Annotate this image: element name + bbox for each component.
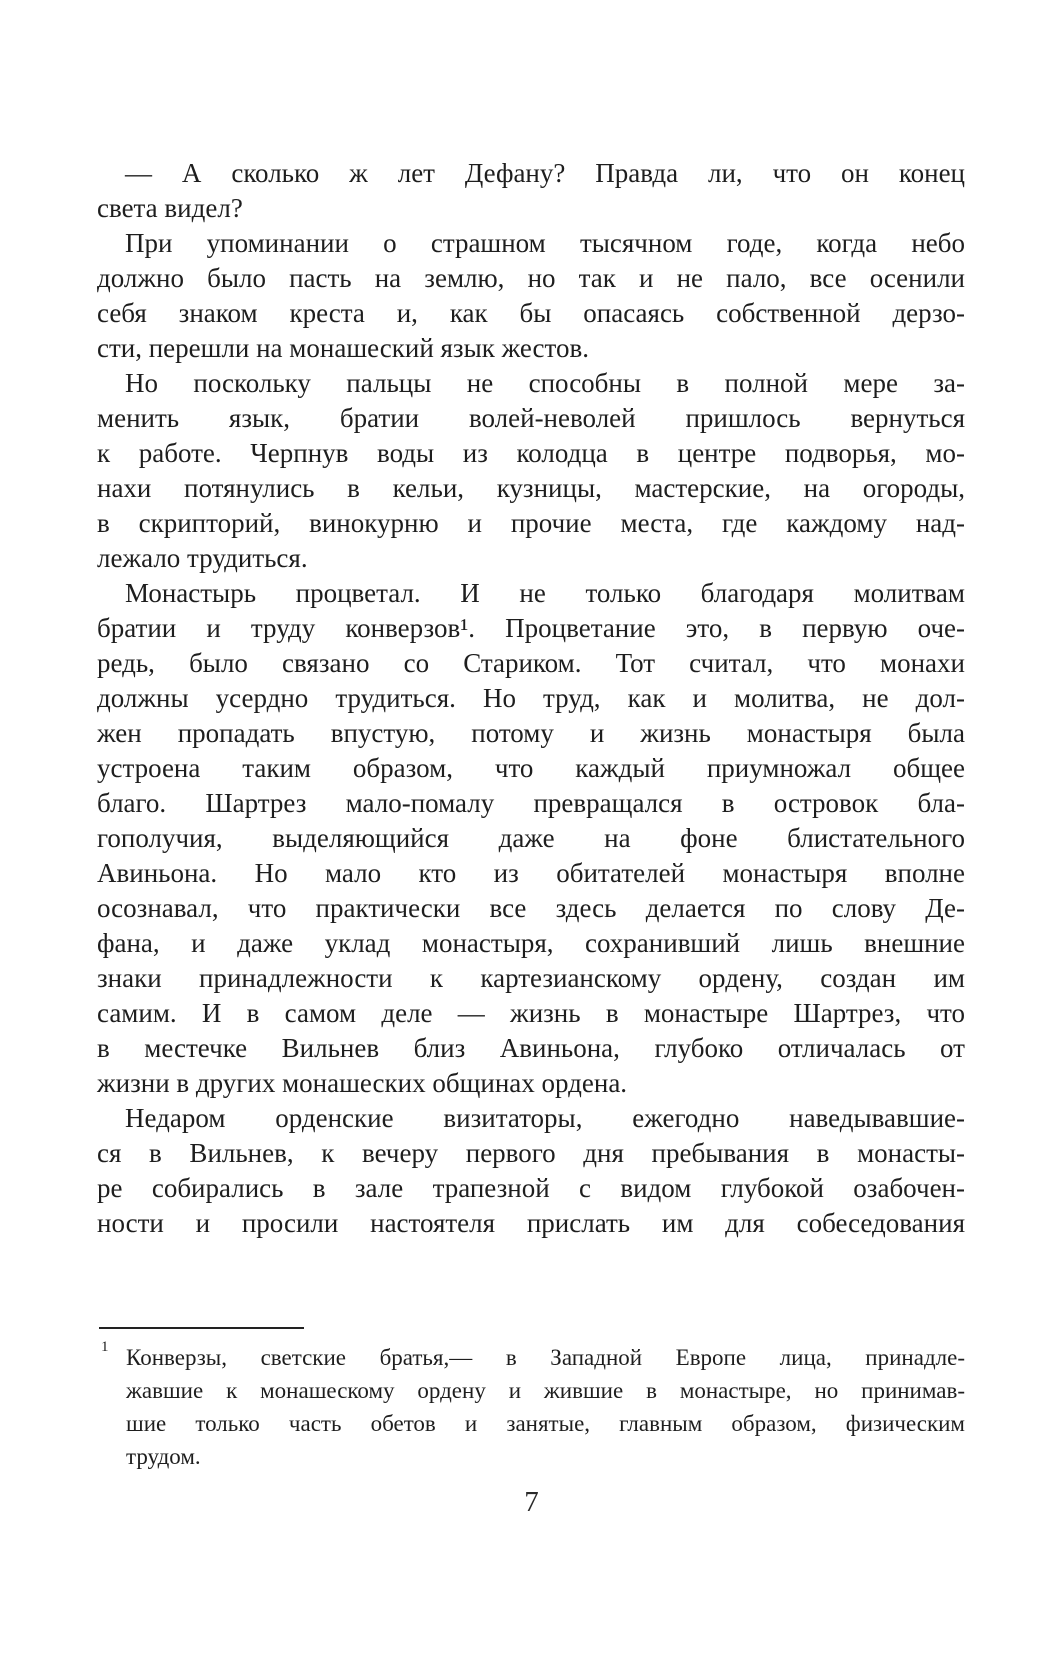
text-line: При упоминании о страшном тысячном годе, когда небо — [125, 228, 965, 258]
text-line: устроена таким образом, что каждый приумножал общее — [97, 753, 965, 783]
paragraph — [97, 366, 965, 576]
text-line: самим. И в самом деле — жизнь в монастыре Шартрез, что — [97, 998, 965, 1028]
text-line: жен пропадать впустую, потому и жизнь монастыря была — [97, 718, 965, 748]
text-line: осознавал, что практически все здесь делается по слову Де- — [97, 893, 965, 923]
text-line: ре собирались в зале трапезной с видом глубокой озабочен- — [97, 1173, 965, 1203]
text-line: должны усердно трудиться. Но труд, как и молитва, не дол- — [97, 683, 965, 713]
text-line: жизни в других монашеских общинах ордена. — [97, 1068, 628, 1098]
text-line: Недаром орденские визитаторы, ежегодно наведывавшие- — [125, 1103, 965, 1133]
footnote-line: Конверзы, светские братья,— в Западной Европе лица, принадле- — [126, 1345, 965, 1370]
footnote-text — [126, 1341, 965, 1473]
page-number: 7 — [524, 1486, 539, 1518]
text-line: редь, было связано со Стариком. Тот считал, что монахи — [97, 648, 965, 678]
text-line: должно было пасть на землю, но так и не пало, все осенили — [97, 263, 965, 293]
text-line: Но поскольку пальцы не способны в полной мере за- — [125, 368, 965, 398]
text-line: к работе. Черпнув воды из колодца в центре подворья, мо- — [97, 438, 965, 468]
text-line: — А сколько ж лет Дефану? Правда ли, что он конец — [125, 158, 965, 188]
text-line: ся в Вильнев, к вечеру первого дня пребывания в монасты- — [97, 1138, 965, 1168]
text-line: в местечке Вильнев близ Авиньона, глубоко отличалась от — [97, 1033, 965, 1063]
text-line: нахи потянулись в кельи, кузницы, мастерские, на огороды, — [97, 473, 965, 503]
text-line: фана, и даже уклад монастыря, сохранивший лишь внешние — [97, 928, 965, 958]
footnote-divider — [99, 1327, 304, 1329]
text-line: света видел? — [97, 193, 243, 223]
paragraph — [97, 576, 965, 1101]
text-line: Монастырь процветал. И не только благодаря молитвам — [125, 578, 965, 608]
text-line: знаки принадлежности к картезианскому ордену, создан им — [97, 963, 965, 993]
text-line: Авиньона. Но мало кто из обитателей монастыря вполне — [97, 858, 965, 888]
main-text-block — [97, 156, 965, 1241]
text-line: сти, перешли на монашеский язык жестов. — [97, 333, 589, 363]
text-line: менить язык, братии волей-неволей пришлось вернуться — [97, 403, 965, 433]
footnote-marker: 1 — [101, 1339, 109, 1355]
footnote-line: шие только часть обетов и занятые, главным образом, физическим — [126, 1411, 965, 1436]
text-line: братии и труду конверзов¹. Процветание это, в первую оче- — [97, 613, 965, 643]
text-line: в скрипторий, винокурню и прочие места, где каждому над- — [97, 508, 965, 538]
footnote-line: жавшие к монашескому ордену и жившие в монастыре, но принимав- — [126, 1378, 965, 1403]
text-line: лежало трудиться. — [97, 543, 308, 573]
text-line: благо. Шартрез мало-помалу превращался в островок бла- — [97, 788, 965, 818]
text-line: себя знаком креста и, как бы опасаясь собственной дерзо- — [97, 298, 965, 328]
footnote — [97, 1341, 965, 1473]
paragraph — [97, 156, 965, 226]
text-line: ности и просили настоятеля прислать им для собеседования — [97, 1208, 965, 1238]
paragraph — [97, 226, 965, 366]
paragraph — [97, 1101, 965, 1241]
footnote-line: трудом. — [126, 1444, 201, 1469]
text-line: гополучия, выделяющийся даже на фоне блистательного — [97, 823, 965, 853]
